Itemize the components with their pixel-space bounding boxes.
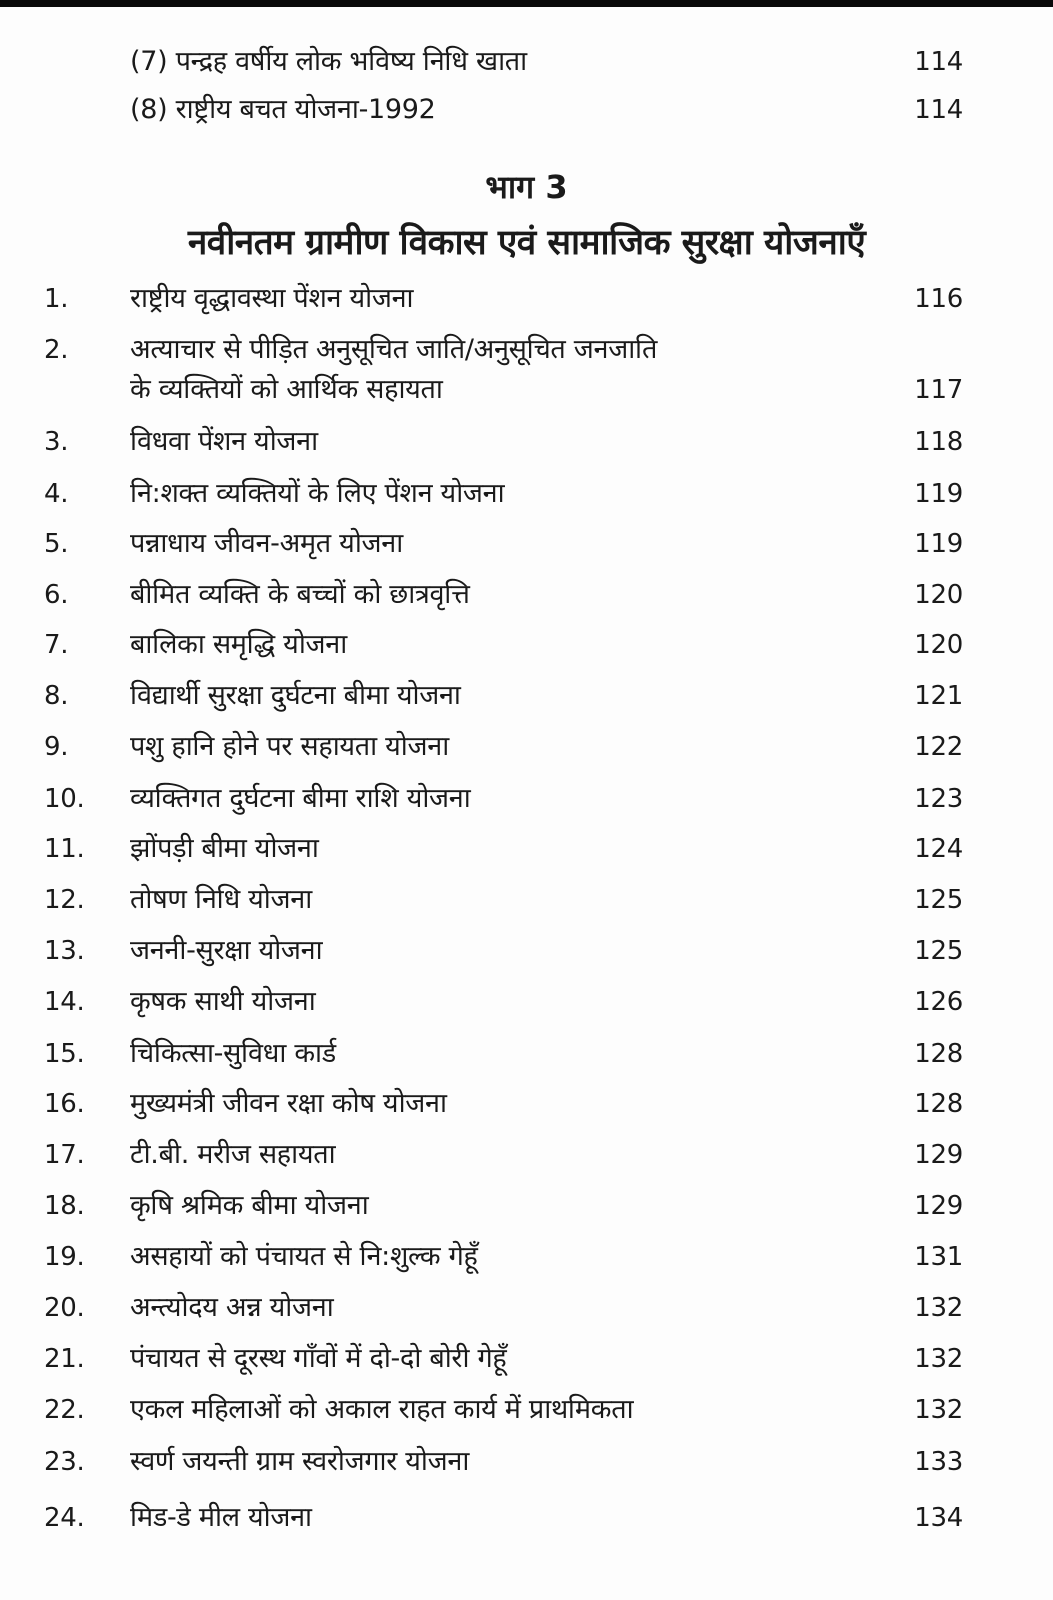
toc-item-number: 9. — [44, 732, 69, 762]
toc-item-page: 125 — [914, 936, 963, 966]
toc-item-number: 1. — [44, 284, 69, 314]
toc-item-number: 18. — [44, 1191, 85, 1221]
toc-item-number: 24. — [44, 1503, 85, 1533]
toc-subitem-title: (7) पन्द्रह वर्षीय लोक भविष्य निधि खाता — [130, 46, 527, 77]
toc-item-page: 131 — [914, 1242, 963, 1272]
toc-item-title: कृषक साथी योजना — [130, 986, 316, 1017]
toc-item-page: 124 — [914, 834, 963, 864]
toc-item-number: 2. — [44, 335, 69, 365]
toc-item-title: स्वर्ण जयन्ती ग्राम स्वरोजगार योजना — [130, 1446, 470, 1477]
toc-subitem-title: (8) राष्ट्रीय बचत योजना-1992 — [130, 94, 436, 125]
toc-item-page: 119 — [914, 479, 963, 509]
toc-item-page: 122 — [914, 732, 963, 762]
toc-item-title: तोषण निधि योजना — [130, 884, 312, 915]
toc-item-title: पशु हानि होने पर सहायता योजना — [130, 731, 449, 762]
toc-item-number: 10. — [44, 784, 85, 814]
toc-item-title: पंचायत से दूरस्थ गाँवों में दो-दो बोरी गेहूँ — [130, 1343, 507, 1374]
toc-item-title: नि:शक्त व्यक्तियों के लिए पेंशन योजना — [130, 478, 505, 509]
toc-item-title: एकल महिलाओं को अकाल राहत कार्य में प्राथमिकता — [130, 1394, 634, 1425]
toc-item-page: 121 — [914, 681, 963, 711]
toc-item-title: विद्यार्थी सुरक्षा दुर्घटना बीमा योजना — [130, 680, 461, 711]
toc-item-number: 23. — [44, 1447, 85, 1477]
toc-item-page: 120 — [914, 580, 963, 610]
toc-item-title-line2: के व्यक्तियों को आर्थिक सहायता — [130, 374, 443, 405]
top-edge-bar — [0, 0, 1053, 7]
toc-item-title: मिड-डे मील योजना — [130, 1502, 312, 1533]
toc-item-page: 128 — [914, 1039, 963, 1069]
toc-item-page: 125 — [914, 885, 963, 915]
toc-item-title: टी.बी. मरीज सहायता — [130, 1139, 336, 1170]
toc-item-title: बालिका समृद्धि योजना — [130, 629, 347, 660]
toc-item-number: 11. — [44, 834, 85, 864]
section-title: नवीनतम ग्रामीण विकास एवं सामाजिक सुरक्षा योजनाएँ — [187, 223, 866, 263]
toc-item-page: 129 — [914, 1191, 963, 1221]
toc-item-page: 129 — [914, 1140, 963, 1170]
toc-item-page: 132 — [914, 1293, 963, 1323]
toc-item-title: कृषि श्रमिक बीमा योजना — [130, 1190, 369, 1221]
toc-item-number: 22. — [44, 1395, 85, 1425]
toc-item-title: अन्त्योदय अन्न योजना — [130, 1292, 334, 1323]
toc-item-title: विधवा पेंशन योजना — [130, 426, 318, 457]
toc-item-page: 134 — [914, 1503, 963, 1533]
toc-item-number: 13. — [44, 936, 85, 966]
toc-item-title: मुख्यमंत्री जीवन रक्षा कोष योजना — [130, 1088, 447, 1119]
toc-item-page: 132 — [914, 1344, 963, 1374]
toc-page — [0, 7, 1053, 1600]
toc-item-page: 132 — [914, 1395, 963, 1425]
toc-subitem-page: 114 — [914, 95, 963, 125]
toc-item-title: असहायों को पंचायत से नि:शुल्क गेहूँ — [130, 1241, 478, 1272]
toc-item-number: 6. — [44, 580, 69, 610]
toc-item-number: 3. — [44, 427, 69, 457]
toc-item-number: 8. — [44, 681, 69, 711]
toc-item-title: व्यक्तिगत दुर्घटना बीमा राशि योजना — [130, 783, 471, 814]
toc-item-page: 120 — [914, 630, 963, 660]
toc-item-number: 12. — [44, 885, 85, 915]
toc-item-page: 117 — [914, 375, 963, 405]
toc-item-number: 5. — [44, 529, 69, 559]
toc-item-title: जननी-सुरक्षा योजना — [130, 935, 323, 966]
toc-item-page: 119 — [914, 529, 963, 559]
toc-item-number: 14. — [44, 987, 85, 1017]
toc-item-title: बीमित व्यक्ति के बच्चों को छात्रवृत्ति — [130, 579, 470, 610]
toc-item-title: झोंपड़ी बीमा योजना — [130, 833, 319, 864]
toc-item — [0, 333, 1053, 413]
toc-item-page: 116 — [914, 284, 963, 314]
toc-item-page: 128 — [914, 1089, 963, 1119]
toc-item-number: 16. — [44, 1089, 85, 1119]
toc-item-page: 133 — [914, 1447, 963, 1477]
part-label: भाग 3 — [485, 168, 568, 206]
toc-item-number: 19. — [44, 1242, 85, 1272]
toc-item-number: 20. — [44, 1293, 85, 1323]
toc-item-title: चिकित्सा-सुविधा कार्ड — [130, 1038, 336, 1069]
toc-item-number: 4. — [44, 479, 69, 509]
toc-item-number: 15. — [44, 1039, 85, 1069]
toc-item-page: 126 — [914, 987, 963, 1017]
toc-item-title: अत्याचार से पीड़ित अनुसूचित जाति/अनुसूचित जनजाति — [130, 334, 658, 365]
toc-subitem-page: 114 — [914, 47, 963, 77]
toc-item-page: 118 — [914, 427, 963, 457]
toc-item-title: राष्ट्रीय वृद्धावस्था पेंशन योजना — [130, 283, 414, 314]
toc-item-page: 123 — [914, 784, 963, 814]
toc-item-number: 21. — [44, 1344, 85, 1374]
toc-item-title: पन्नाधाय जीवन-अमृत योजना — [130, 528, 403, 559]
toc-item-number: 7. — [44, 630, 69, 660]
toc-item-number: 17. — [44, 1140, 85, 1170]
